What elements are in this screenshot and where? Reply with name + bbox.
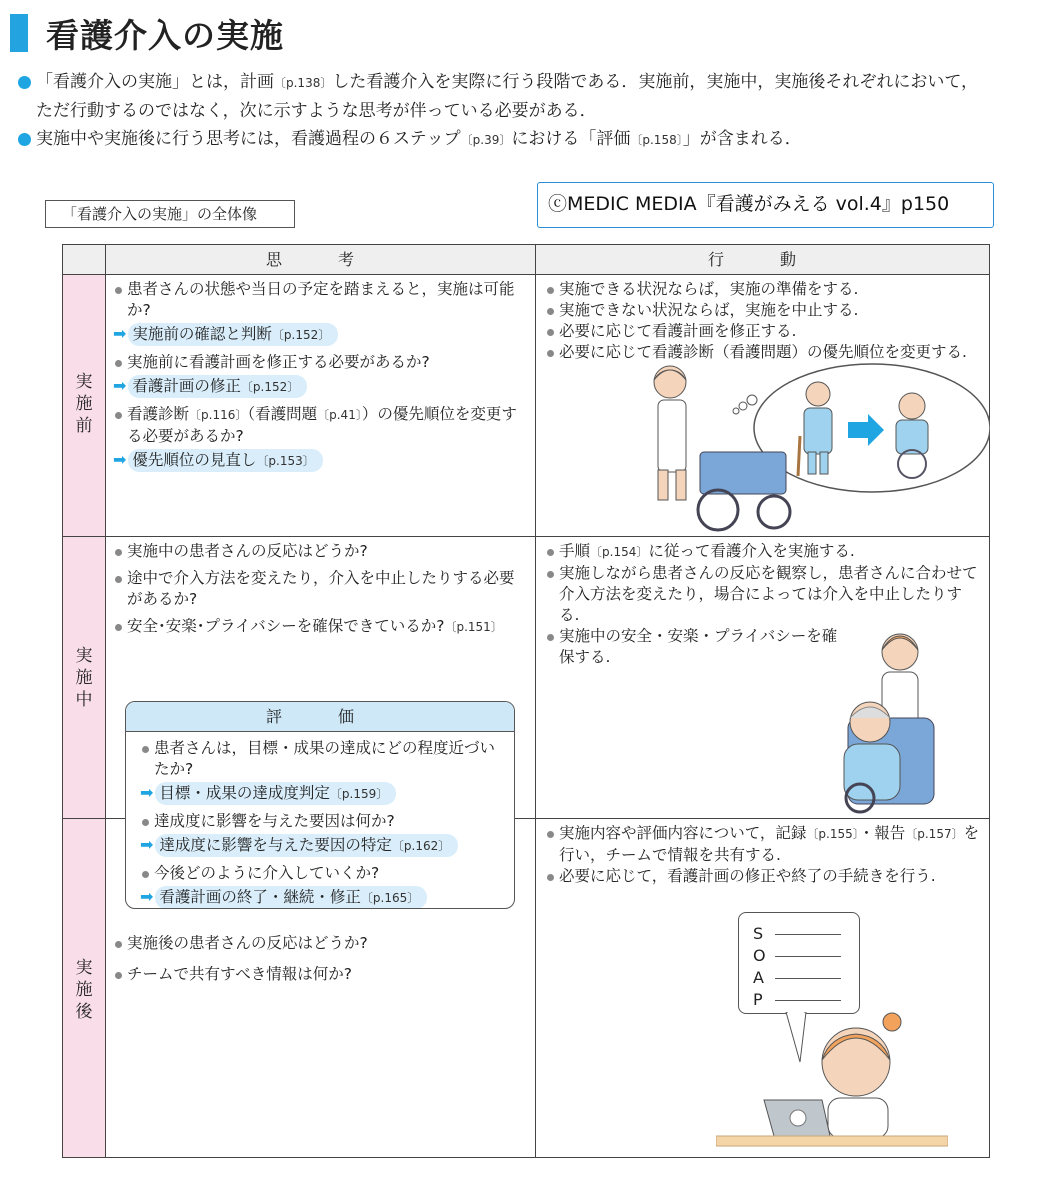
list-item	[545, 823, 981, 866]
arrow-link	[140, 834, 458, 857]
link-label: 目標・成果の達成度判定	[159, 784, 330, 802]
list-item: 実施できない状況ならば，実施を中止する.	[545, 300, 981, 321]
page-ref: 〔p.157〕	[905, 827, 964, 841]
page-ref: 〔p.151〕	[444, 620, 503, 634]
during-think-cell	[113, 541, 529, 638]
list-item: チームで共有すべき情報は何か?	[113, 964, 529, 985]
bullet-text: した看護介入を実際に行う段階である．実施前，実施中，実施後それぞれにおいて，	[332, 72, 979, 92]
arrow-right-icon: ➡	[113, 324, 127, 343]
soap-p: P	[753, 990, 763, 1009]
link-label: 実施前の確認と判断	[132, 325, 272, 343]
item-text: ・報告	[858, 824, 906, 842]
list-item	[113, 616, 529, 638]
arrow-link	[140, 782, 396, 805]
arrow-link	[113, 449, 323, 472]
row-divider	[63, 536, 989, 537]
intro-bullets	[18, 68, 1048, 154]
list-item: 実施できる状況ならば，実施の準備をする.	[545, 279, 981, 300]
arrow-link	[113, 375, 307, 398]
list-item: 達成度に影響を与えた要因は何か?	[140, 811, 506, 832]
page-ref: 〔p.152〕	[271, 328, 331, 342]
item-text: 実施内容や評価内容について，記録	[559, 824, 807, 842]
list-item: 患者さんは，目標・成果の達成にどの程度近づいたか?	[140, 738, 506, 780]
after-think-cell	[113, 933, 529, 985]
arrow-link	[140, 886, 427, 909]
soap-o: O	[753, 946, 766, 965]
evaluation-body	[126, 732, 514, 909]
page-ref: 〔p.158〕	[630, 133, 683, 147]
arrow-right-icon: ➡	[140, 835, 154, 854]
soap-line	[775, 1000, 841, 1001]
list-item: 実施中の患者さんの反応はどうか?	[113, 541, 529, 562]
copyright-box: ⓒMEDIC MEDIA『看護がみえる vol.4』p150	[537, 182, 994, 228]
bullet-text: における「評価	[511, 129, 631, 149]
list-item: 必要に応じて看護計画を修正する.	[545, 321, 981, 342]
col-divider	[105, 245, 106, 1157]
header-corner	[63, 245, 105, 275]
list-item: 必要に応じて看護診断（看護問題）の優先順位を変更する.	[545, 342, 981, 363]
item-text: を行い，チームで情報を共有する.	[559, 824, 980, 864]
intro-bullet-1	[18, 68, 1048, 125]
list-item: 途中で介入方法を変えたり，介入を中止したりする必要があるか?	[113, 568, 529, 610]
page-ref: 〔p.162〕	[391, 839, 451, 853]
page-ref: 〔p.159〕	[329, 787, 389, 801]
arrow-right-icon: ➡	[113, 450, 127, 469]
overview-label: 「看護介入の実施」の全体像	[45, 200, 295, 228]
arrow-right-icon: ➡	[140, 783, 154, 802]
nurse-wheelchair-illustration	[640, 360, 990, 532]
list-item: 実施前に看護計画を修正する必要があるか?	[113, 352, 529, 373]
soap-s: S	[753, 924, 764, 943]
soap-a: A	[753, 968, 764, 987]
evaluation-header: 評 価	[126, 702, 514, 732]
phase-before-label: 実 施 前	[75, 372, 93, 436]
list-item: 実施しながら患者さんの反応を観察し，患者さんに合わせて介入方法を変えたり，場合によっては介入を中止したりする.	[545, 563, 981, 626]
before-think-cell	[113, 279, 529, 478]
soap-bubble	[738, 912, 860, 1014]
page-ref: 〔p.154〕	[590, 545, 649, 559]
bullet-text: 「看護介入の実施」とは，計画	[36, 72, 274, 92]
list-item: 実施中の安全・安楽・プライバシーを確保する.	[545, 626, 845, 668]
link-label: 看護計画の終了・継続・修正	[159, 888, 361, 906]
list-item: 必要に応じて，看護計画の修正や終了の手続きを行う.	[545, 866, 981, 887]
list-item	[545, 541, 981, 563]
page-ref: 〔p.155〕	[806, 827, 859, 841]
bullet-text: ただ行動するのではなく，次に示すような思考が伴っている必要がある．	[36, 101, 597, 121]
before-act-cell	[545, 279, 981, 363]
arrow-link	[113, 323, 338, 346]
list-item	[113, 404, 529, 447]
item-text: （看護問題	[247, 405, 318, 423]
nurse-patient-illustration	[820, 622, 970, 814]
bullet-text: 」が含まれる．	[682, 129, 802, 149]
list-item: 実施後の患者さんの反応はどうか?	[113, 933, 529, 954]
link-label: 看護計画の修正	[132, 377, 241, 395]
page-ref: 〔p.138〕	[274, 76, 333, 90]
header-think: 思 考	[105, 245, 535, 275]
evaluation-box	[125, 701, 515, 909]
soap-line	[775, 934, 841, 935]
soap-letters	[753, 923, 766, 1011]
phase-during-label: 実 施 中	[75, 646, 93, 710]
header-act: 行 動	[535, 245, 989, 275]
item-text: 安全･安楽･プライバシーを確保できているか?	[127, 617, 445, 635]
soap-line	[775, 956, 841, 957]
bullet-text: 実施中や実施後に行う思考には，看護過程の６ステップ	[36, 129, 461, 149]
nurse-laptop-illustration	[716, 1012, 948, 1154]
link-label: 達成度に影響を与えた要因の特定	[159, 836, 392, 854]
item-text: 看護診断	[127, 405, 190, 423]
item-text: ）の優先順位を変更する必要があるか?	[127, 405, 517, 445]
page-ref: 〔p.165〕	[360, 891, 420, 905]
list-item: 患者さんの状態や当日の予定を踏まえると，実施は可能か?	[113, 279, 529, 321]
arrow-right-icon: ➡	[113, 376, 127, 395]
page-ref: 〔p.41〕	[317, 408, 362, 422]
page-title: 看護介入の実施	[46, 16, 284, 55]
link-label: 優先順位の見直し	[132, 451, 257, 469]
page-ref: 〔p.152〕	[240, 380, 300, 394]
page-ref: 〔p.39〕	[460, 133, 512, 147]
phase-after-label: 実 施 後	[75, 958, 93, 1022]
page-ref: 〔p.116〕	[189, 408, 248, 422]
intro-bullet-2	[18, 125, 1048, 154]
arrow-right-icon: ➡	[140, 887, 154, 906]
page-ref: 〔p.153〕	[256, 454, 315, 468]
list-item: 今後どのように介入していくか?	[140, 863, 506, 884]
soap-line	[775, 978, 841, 979]
title-accent-bar	[10, 14, 28, 52]
after-act-cell	[545, 823, 981, 887]
item-text: 手順	[559, 542, 591, 560]
col-divider	[535, 245, 536, 1157]
item-text: に従って看護介入を実施する.	[648, 542, 855, 560]
